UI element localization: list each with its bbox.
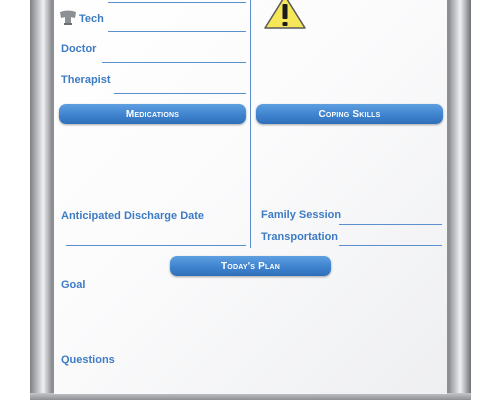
whiteboard: [54, 0, 447, 394]
family-session-label: Family Session: [261, 209, 342, 221]
anticipated-discharge-date-field[interactable]: [66, 245, 246, 246]
medications-header: [59, 104, 246, 124]
center-divider: [250, 0, 251, 248]
nurse-cap-icon: [59, 8, 77, 26]
anticipated-discharge-date-label: Anticipated Discharge Date: [61, 210, 205, 222]
coping-skills-header-label: Coping Skills: [318, 108, 381, 120]
transportation-label: Transportation: [261, 231, 339, 243]
top-field-line: [108, 2, 246, 3]
warning-triangle-icon: [261, 0, 309, 32]
todays-plan-header: [170, 256, 331, 276]
board-frame-right: [447, 0, 471, 400]
medications-header-label: Medications: [125, 108, 180, 120]
doctor-field[interactable]: [102, 62, 246, 63]
family-session-field[interactable]: [339, 224, 442, 225]
board-frame-left: [30, 0, 54, 400]
tech-field[interactable]: [108, 31, 246, 32]
todays-plan-header-label: Today's Plan: [221, 260, 280, 272]
therapist-label: Therapist: [61, 74, 111, 86]
coping-skills-header: [256, 104, 443, 124]
board-frame-bottom: [30, 393, 471, 400]
transportation-field[interactable]: [339, 245, 442, 246]
goal-label: Goal: [61, 279, 86, 291]
tech-label: Tech: [79, 13, 104, 25]
doctor-label: Doctor: [61, 43, 97, 55]
questions-label: Questions: [61, 354, 115, 366]
therapist-field[interactable]: [114, 93, 246, 94]
